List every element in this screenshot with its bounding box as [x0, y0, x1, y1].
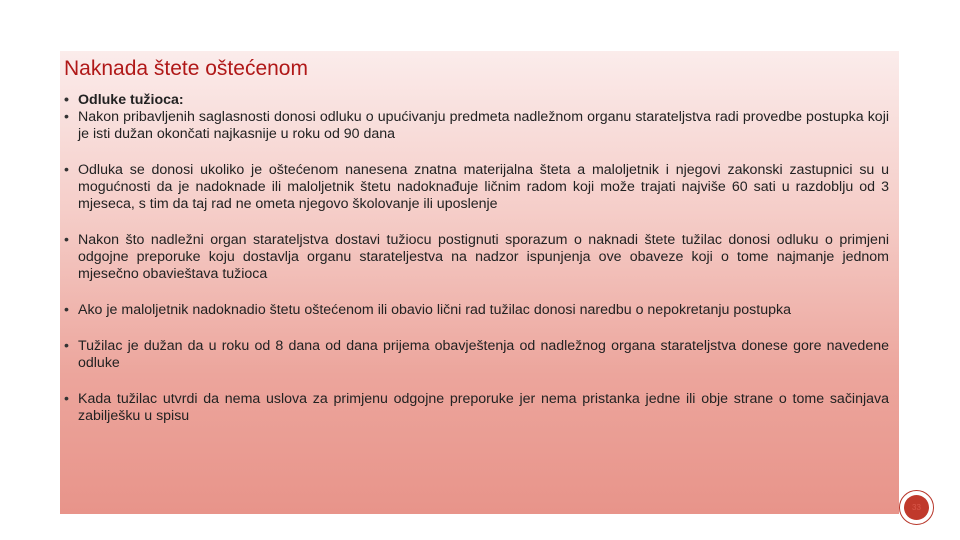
bullet-item: • Tužilac je dužan da u roku od 8 dana od dana prijema obavještenja od nadležnog organa starateljstva donese gore navedene odluke	[60, 338, 889, 372]
page-number: 33	[904, 495, 929, 520]
bullet-item: • Nakon što nadležni organ starateljstva dostavi tužiocu postignuti sporazum o naknadi štete tužilac donosi odluku o primjeni odgojne preporuke koju dostavlja organu starateljestva na nadzor ispunjenja ove obaveze koji o tome najmanje jednom mjesečno obavieštava tužioca	[60, 232, 889, 283]
bullet-item: • Ako je maloljetnik nadoknadio štetu oštećenom ili obavio lični rad tužilac donosi naredbu o nepokretanju postupka	[60, 302, 889, 319]
bullet-item: • Kada tužilac utvrdi da nema uslova za primjenu odgojne preporuke jer nema pristanka jedne ili obje strane o tome sačinjava zabilješku u spisu	[60, 391, 889, 425]
bullet-item: • Nakon pribavljenih saglasnosti donosi odluku o upućivanju predmeta nadležnom organu starateljstva radi provedbe postupka koji je isti dužan okončati najkasnije u roku od 90 dana	[60, 109, 889, 143]
slide-title: Naknada štete oštećenom	[64, 57, 308, 80]
bullet-item-heading: • Odluke tužioca:	[60, 92, 889, 109]
bullet-item: • Odluka se donosi ukoliko je oštećenom nanesena znatna materijalna šteta a maloljetnik i njegovi zakonski zastupnici su u mogućnosti da je nadoknade ili maloljetnik štetu nadoknađuje ličnim radom koji može trajati najviše 60 sati u razdoblju od 3 mjeseca, s tim da taj rad ne ometa njegovo školovanje ili uposlenje	[60, 162, 889, 213]
page-number-badge	[899, 490, 934, 525]
bullet-list	[60, 92, 889, 425]
